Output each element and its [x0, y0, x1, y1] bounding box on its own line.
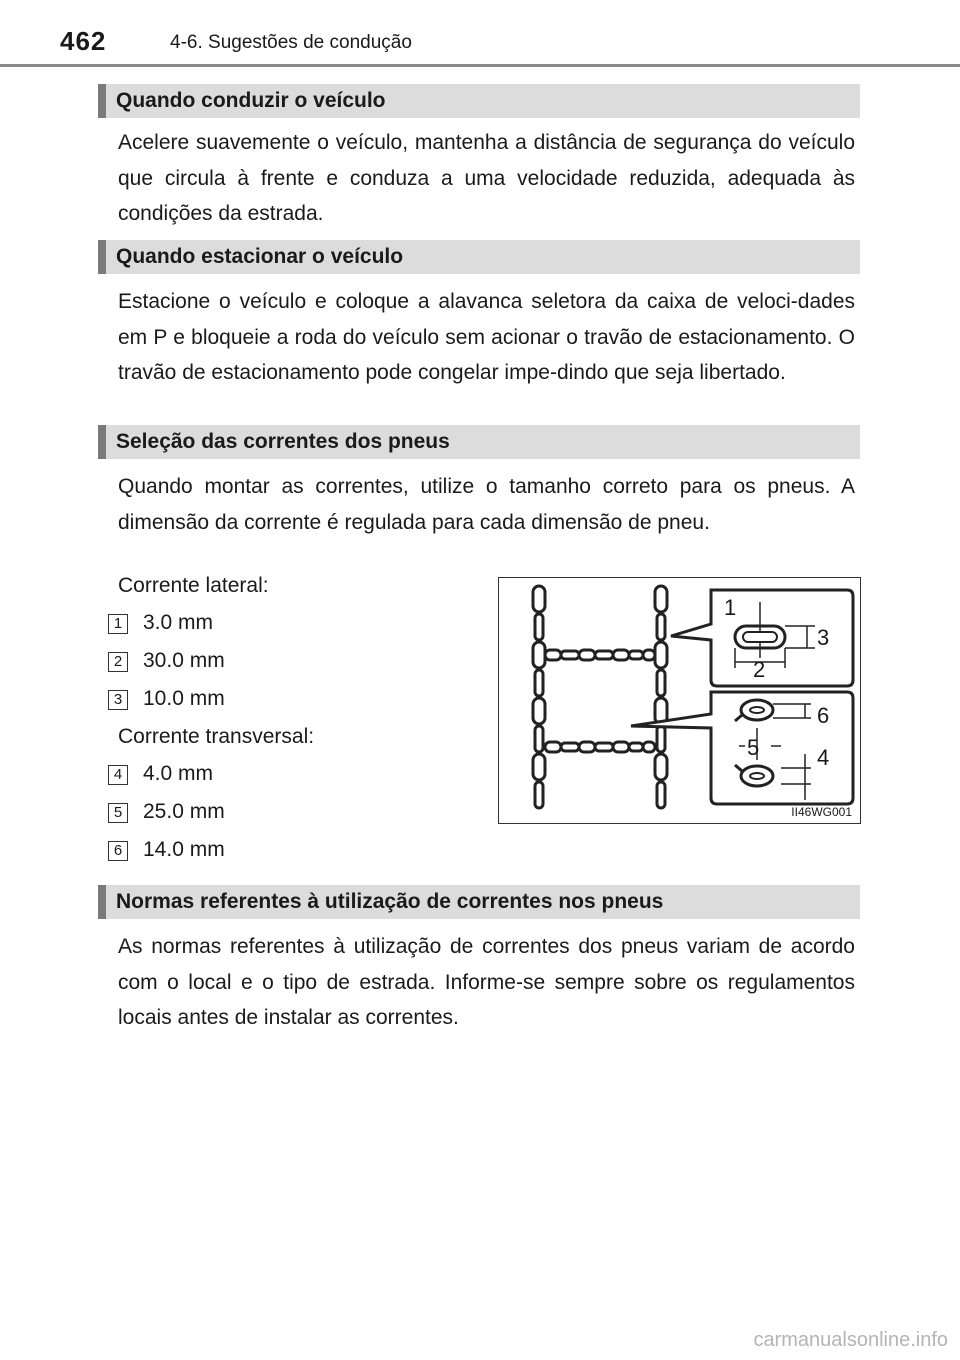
- section-heading-parking: [98, 240, 860, 274]
- spec-value: 14.0 mm: [143, 838, 225, 861]
- spec-value: 25.0 mm: [143, 800, 225, 823]
- figure-code: II46WG001: [791, 805, 852, 819]
- spec-value: 10.0 mm: [143, 687, 225, 710]
- section-body-driving: Acelere suavemente o veículo, mantenha a distância de segurança do veículo que circula à frente e conduza a uma velocidade reduzida, adequada às condições da estrada.: [118, 131, 855, 225]
- section-heading-text: Quando conduzir o veículo: [116, 89, 386, 112]
- callout-1-label: 1: [724, 595, 737, 620]
- callout-number: 1: [108, 614, 128, 634]
- callout-number: 3: [108, 690, 128, 710]
- section-heading-driving: [98, 84, 860, 118]
- side-chain-label: Corrente lateral:: [118, 574, 269, 597]
- watermark: carmanualsonline.info: [753, 1329, 948, 1351]
- header-rule: [0, 64, 960, 67]
- spec-value: 3.0 mm: [143, 611, 214, 634]
- section-heading-text: Seleção das correntes dos pneus: [116, 430, 450, 453]
- section-body-chain-selection: Quando montar as correntes, utilize o tamanho correto para os pneus. A dimensão da corrente é regulada para cada dimensão de pneu.: [118, 475, 855, 534]
- callout-number: 4: [108, 765, 128, 785]
- callout-6-label: 6: [817, 703, 830, 728]
- section-heading-text: Quando estacionar o veículo: [116, 245, 404, 268]
- callout-number: 2: [108, 652, 128, 672]
- tire-chain-illustration: [499, 578, 860, 823]
- section-body-regulations: As normas referentes à utilização de correntes dos pneus variam de acordo com o local e o tipo de estrada. Informe-se sempre sobre os regulamentos locais antes de instalar as correntes.: [118, 935, 855, 1029]
- page-number: 462: [60, 26, 107, 56]
- cross-chain-label: Corrente transversal:: [118, 725, 315, 748]
- callout-number: 6: [108, 841, 128, 861]
- section-heading-chain-selection: [98, 425, 860, 459]
- callout-3-label: 3: [817, 625, 830, 650]
- section-heading-text: Normas referentes à utilização de correntes nos pneus: [116, 890, 664, 913]
- section-heading-regulations: [98, 885, 860, 919]
- chapter-title: 4-6. Sugestões de condução: [170, 32, 412, 53]
- section-body-parking: Estacione o veículo e coloque a alavanca seletora da caixa de veloci-dades em P e bloqueie a roda do veículo sem acionar o travão de estacionamento. O travão de estacionamento pode congelar impe-dindo que seja libertado.: [118, 290, 855, 384]
- spec-value: 30.0 mm: [143, 649, 225, 672]
- tire-chain-figure: [498, 577, 861, 824]
- callout-2-label: 2: [753, 657, 766, 682]
- callout-number: 5: [108, 803, 128, 823]
- callout-4-label: 4: [817, 745, 830, 770]
- spec-value: 4.0 mm: [143, 762, 214, 785]
- callout-5-label: 5: [747, 735, 760, 760]
